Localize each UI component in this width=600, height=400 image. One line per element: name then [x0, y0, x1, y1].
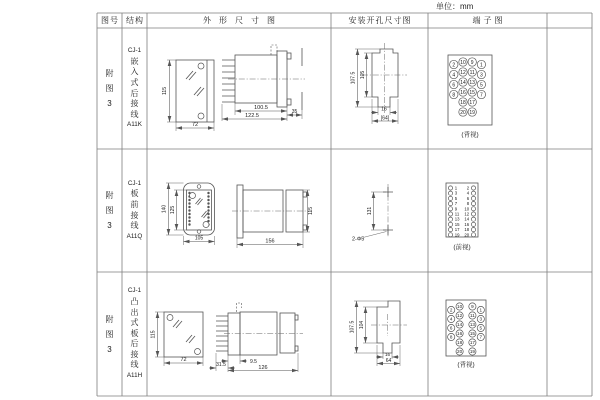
terminal-number: 17	[469, 99, 475, 106]
vertical-text-line: CJ-1	[127, 47, 142, 55]
terminal-circle	[471, 202, 475, 206]
vertical-text-line: 线	[130, 109, 139, 119]
row3-terminal-view-label: (背视)	[457, 361, 475, 369]
terminal-number: 9	[471, 304, 474, 310]
row1-install-outer-dim: 107.5	[350, 71, 357, 85]
terminal-circle	[448, 217, 452, 221]
terminal-circle	[448, 222, 452, 226]
terminal-circle	[471, 191, 475, 195]
vertical-text-line: A11Q	[126, 232, 143, 240]
terminal-number: 12	[460, 69, 466, 76]
vertical-text-line: 附	[105, 314, 114, 324]
terminal-number: 8	[466, 201, 470, 207]
vertical-text-line: 3	[107, 99, 112, 108]
vertical-text-line: 图	[105, 206, 114, 215]
terminal-number: 7	[454, 201, 458, 207]
vertical-text-line: CJ-1	[127, 287, 142, 295]
terminal-number: 7	[480, 92, 483, 99]
vertical-text-line: 出	[130, 307, 139, 317]
terminal-number: 16	[457, 331, 463, 337]
terminal-circle	[448, 186, 452, 190]
column-header-terminal-label: 端子图	[472, 16, 506, 25]
terminal-number: 4	[452, 72, 456, 79]
vertical-text-line: 后	[130, 339, 139, 349]
terminal-grid	[448, 303, 485, 355]
terminal-number: 6	[466, 195, 470, 201]
terminal-circle	[448, 228, 452, 232]
terminal-number: 11	[470, 313, 475, 319]
row1-terminal-diagram	[448, 55, 492, 139]
row3-side-length-dim: 126	[258, 364, 268, 371]
row3-terminal-diagram	[446, 300, 486, 369]
terminal-number: 11	[469, 69, 475, 76]
terminal-number: 17	[454, 227, 460, 233]
vertical-text-line: 板	[130, 189, 139, 199]
row2-side-length-dim: 156	[265, 238, 275, 245]
row1-install-slot-dim: 16	[381, 106, 387, 113]
terminal-number: 13	[454, 216, 460, 222]
terminal-circle	[471, 228, 475, 232]
terminal-number: 3	[479, 316, 483, 322]
vertical-text-line: 接	[130, 349, 139, 359]
terminal-number: 6	[449, 325, 453, 331]
terminal-number: 2	[449, 307, 453, 313]
terminal-circle	[471, 217, 475, 221]
row3-side-offset-dim: 31.5	[216, 362, 226, 369]
terminal-grid	[450, 58, 486, 116]
vertical-text-line: CJ-1	[127, 179, 142, 187]
row1-outline-drawing	[162, 45, 305, 131]
vertical-text-line: 线	[130, 360, 139, 370]
row3-front-height-dim: 115	[150, 330, 157, 339]
terminal-number: 20	[457, 349, 463, 355]
terminal-number: 10	[460, 59, 466, 66]
vertical-text-line: 附	[105, 69, 114, 78]
terminal-circle	[471, 186, 475, 190]
terminal-circle	[448, 207, 452, 211]
row2-side-height-dim: 115	[308, 207, 314, 215]
vertical-text-line: 3	[107, 344, 112, 354]
vertical-text-line: 3	[107, 221, 112, 230]
vertical-text-line: 入	[130, 67, 139, 77]
vertical-text-line: 接	[130, 99, 139, 109]
terminal-number: 17	[469, 340, 475, 346]
vertical-text-line: 图	[105, 329, 114, 339]
terminal-number: 6	[452, 82, 456, 89]
terminal-number: 12	[457, 313, 463, 319]
terminal-number: 5	[480, 82, 483, 89]
terminal-number: 13	[469, 79, 475, 86]
terminal-number: 11	[454, 211, 460, 217]
terminal-number: 8	[449, 334, 453, 340]
row2-install-drawing	[352, 184, 393, 243]
vertical-text-line: 附	[105, 191, 114, 200]
vertical-text-line: 凸	[130, 296, 139, 306]
vertical-text-line: 图	[105, 84, 114, 93]
terminal-number: 16	[464, 221, 470, 227]
terminal-number: 7	[479, 334, 483, 340]
vertical-text-line: A11K	[127, 121, 142, 129]
row3-install-base-dim: 64	[385, 357, 392, 364]
column-header-install-label: 安装开孔尺寸图	[348, 16, 412, 25]
vertical-text-line: 板	[130, 328, 139, 338]
terminal-circle	[471, 212, 475, 216]
terminal-number: 1	[454, 185, 458, 191]
terminal-number: 3	[454, 190, 458, 196]
terminal-number: 4	[466, 190, 470, 196]
vertical-text-line: 线	[130, 221, 139, 231]
column-header-structure-label: 结构	[126, 16, 144, 25]
terminal-number: 1	[479, 307, 483, 313]
row1-terminal-view-label: (背视)	[461, 131, 479, 139]
terminal-circle	[448, 202, 452, 206]
vertical-text-line: A11H	[126, 372, 143, 380]
terminal-number: 14	[464, 216, 470, 222]
terminal-number: 10	[457, 304, 463, 310]
terminal-number: 19	[454, 232, 460, 238]
terminal-grid	[448, 186, 475, 238]
vertical-text-line: 式	[130, 318, 139, 328]
vertical-text-line: 后	[130, 88, 139, 98]
row3-side-pin-dim: 9.5	[250, 359, 257, 365]
terminal-number: 18	[457, 340, 463, 346]
row1-side-body-dim: 100.5	[254, 105, 268, 111]
terminal-number: 9	[470, 59, 474, 66]
terminal-circle	[448, 196, 452, 200]
row3-install-drawing	[350, 301, 408, 366]
vertical-text-line: 接	[130, 210, 139, 220]
terminal-circle	[471, 233, 475, 237]
row3-front-width-dim: 72	[180, 357, 187, 363]
row1-front-width-dim: 72	[191, 122, 199, 128]
terminal-number: 19	[469, 109, 475, 116]
terminal-number: 15	[469, 89, 475, 96]
unit-label: 单位：mm	[436, 2, 474, 11]
row3-install-slot-dim: 16	[384, 352, 391, 357]
row1-install-base-dim: [64]	[380, 115, 390, 122]
terminal-number: 12	[464, 211, 470, 217]
terminal-number: 14	[460, 79, 466, 86]
terminal-number: 18	[460, 99, 466, 106]
terminal-number: 13	[469, 322, 475, 328]
terminal-circle	[471, 207, 475, 211]
row2-terminal-view-label: (前视)	[453, 244, 471, 251]
terminal-circle	[471, 222, 475, 226]
vertical-text-line: 式	[130, 77, 139, 87]
terminal-number: 15	[469, 331, 475, 337]
terminal-number: 2	[452, 62, 456, 69]
terminal-number: 15	[454, 221, 460, 227]
column-header-outline-label: 外形尺寸图	[203, 16, 283, 25]
terminal-circle	[448, 191, 452, 195]
terminal-number: 16	[460, 89, 466, 96]
row3-install-outer-dim: 107.5	[349, 320, 356, 334]
row2-terminal-diagram	[446, 183, 478, 251]
terminal-circle	[448, 233, 452, 237]
terminal-number: 2	[466, 185, 470, 191]
terminal-number: 5	[454, 195, 458, 201]
row2-front-inner-dim: 125	[170, 205, 176, 215]
terminal-number: 8	[452, 92, 456, 99]
terminal-number: 14	[457, 322, 463, 328]
column-header-figure-label: 图号	[101, 16, 119, 25]
vertical-text-line: 前	[130, 199, 139, 209]
terminal-number: 4	[449, 316, 453, 322]
row1-front-height-dim: 115	[162, 87, 168, 95]
terminal-number: 20	[464, 232, 470, 238]
row2-front-outer-dim: 140	[161, 204, 168, 214]
terminal-circle	[448, 212, 452, 216]
terminal-number: 9	[454, 206, 458, 212]
row3-outline-drawing	[151, 303, 304, 372]
row2-front-width-dim: 105	[194, 235, 204, 242]
row2-install-hole-label: 2-Φ5	[352, 236, 365, 243]
terminal-number: 18	[464, 227, 470, 233]
terminal-number: 5	[479, 325, 483, 331]
terminal-circle	[471, 196, 475, 200]
terminal-number: 1	[480, 62, 483, 69]
terminal-number: 19	[469, 349, 475, 355]
row3-install-inner-dim: 104	[359, 320, 365, 330]
row2-outline-drawing	[162, 183, 315, 248]
vertical-text-line: 嵌	[130, 56, 139, 66]
terminal-number: 3	[480, 72, 483, 79]
row1-side-total-dim: 122.5	[245, 113, 259, 119]
row1-install-inner-dim: 105	[360, 70, 366, 80]
terminal-number: 10	[464, 206, 470, 212]
terminal-number: 20	[460, 109, 466, 116]
row1-install-drawing	[351, 43, 408, 124]
table-grid	[97, 13, 592, 396]
row2-install-pitch-dim: 131	[367, 206, 373, 216]
row1-side-flange-dim: 35	[291, 109, 298, 115]
